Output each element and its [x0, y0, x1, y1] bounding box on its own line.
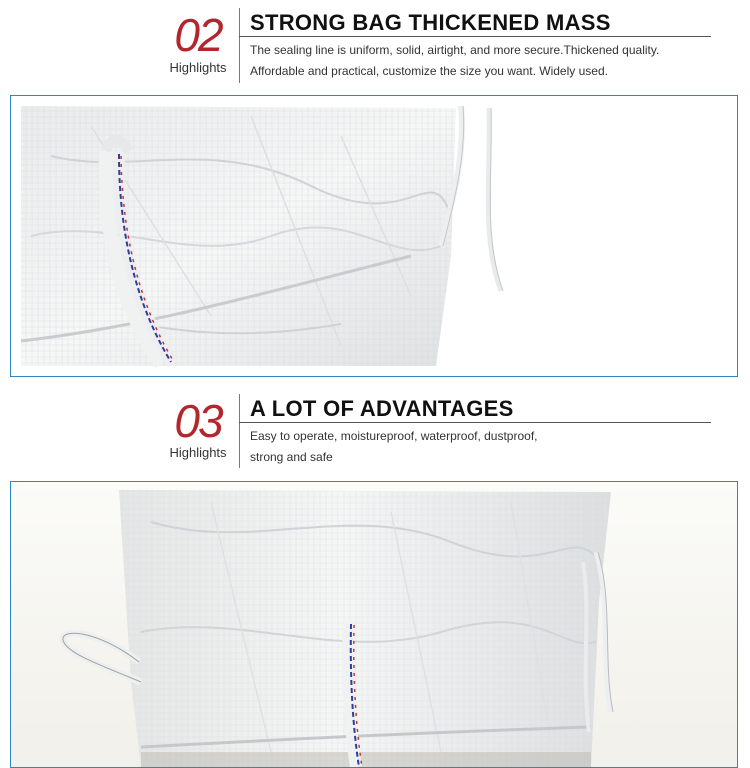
highlights-label: Highlights	[169, 445, 227, 460]
feature-description	[250, 40, 720, 82]
feature-number: 02	[174, 9, 222, 61]
divider-horizontal	[239, 36, 711, 37]
feature-title: A LOT OF ADVANTAGES	[250, 396, 514, 421]
description-line: The sealing line is uniform, solid, airtight, and more secure.Thickened quality.	[250, 43, 660, 57]
description-line: strong and safe	[250, 450, 333, 464]
description-line: Easy to operate, moistureproof, waterproof, dustproof,	[250, 429, 538, 443]
description-line: Affordable and practical, customize the size you want. Widely used.	[250, 64, 608, 78]
product-photo-closeup	[10, 95, 738, 377]
divider-vertical	[239, 8, 240, 83]
feature-number: 03	[174, 395, 222, 447]
highlights-label: Highlights	[169, 60, 227, 75]
divider-horizontal	[239, 422, 711, 423]
feature-description	[250, 426, 720, 468]
bulk-bag-side-photo-icon	[11, 482, 738, 768]
feature-title: STRONG BAG THICKENED MASS	[250, 10, 611, 35]
product-photo-side	[10, 481, 738, 768]
divider-vertical	[239, 394, 240, 468]
bulk-bag-closeup-photo-icon	[11, 96, 738, 377]
